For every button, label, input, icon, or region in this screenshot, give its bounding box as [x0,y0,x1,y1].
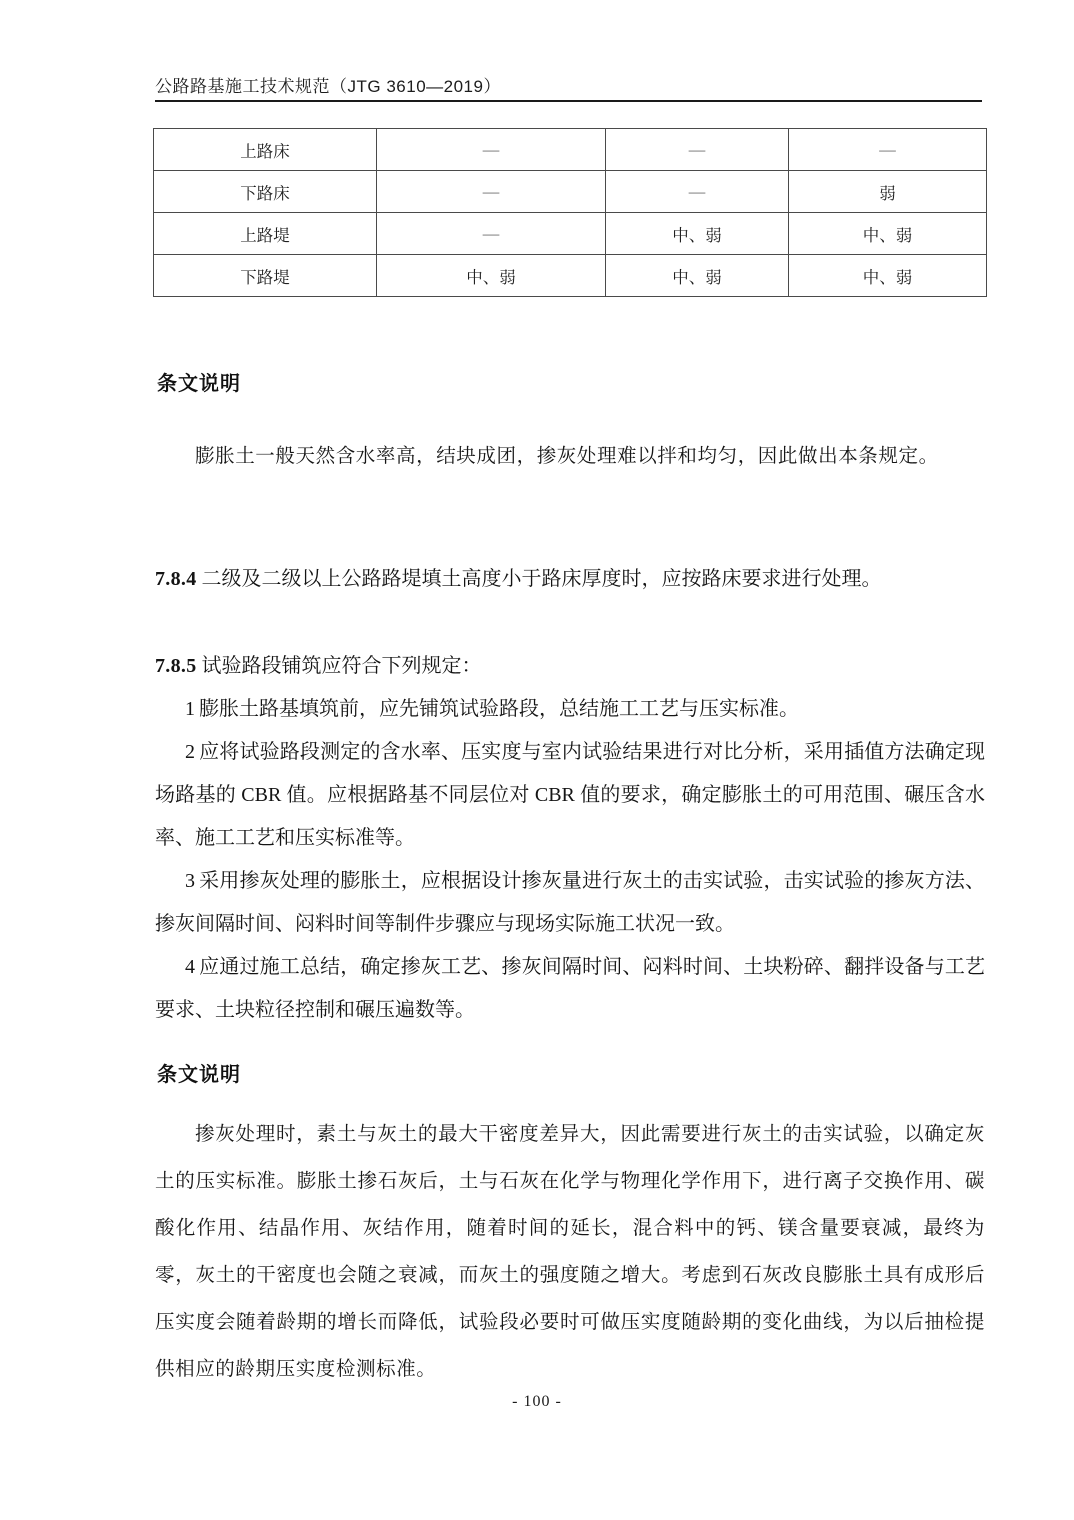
cell-value [606,171,789,213]
list-item-text: 采用掺灰处理的膨胀土，应根据设计掺灰量进行灰土的击实试验，击实试验的掺灰方法、掺灰间隔时间、闷料时间等制件步骤应与现场实际施工状况一致。 [155,870,985,935]
cell-value: 中、弱 [789,213,987,255]
list-item [155,860,985,946]
page-number: - 100 - [512,1393,562,1410]
cell-value: 中、弱 [606,255,789,297]
clause-7-8-5 [155,645,985,688]
explanation-paragraph-1: 膨胀土一般天然含水率高，结块成团，掺灰处理难以拌和均匀，因此做出本条规定。 [195,444,939,467]
cell-text: — [482,139,500,159]
running-header [155,72,982,97]
table-row [154,213,987,255]
list-item [155,688,985,731]
list-item-index: 1 [185,698,195,720]
cell-layer: 上路堤 [154,213,377,255]
list-item-text: 应将试验路段测定的含水率、压实度与室内试验结果进行对比分析，采用插值方法确定现场路基的 CBR 值。应根据路基不同层位对 CBR 值的要求，确定膨胀土的可用范围、碾压含水率、施工工艺和压实标准等。 [155,741,985,849]
cell-text: — [482,181,500,201]
table-row [154,255,987,297]
list-item [155,731,985,860]
cell-layer: 下路堤 [154,255,377,297]
cell-value: 弱 [789,171,987,213]
clause-number: 7.8.5 [155,655,197,677]
clause-text: 二级及二级以上公路路堤填土高度小于路床厚度时，应按路床要求进行处理。 [201,568,882,590]
list-item-index: 2 [185,741,195,763]
explanation-paragraph-2: 掺灰处理时，素土与灰土的最大干密度差异大，因此需要进行灰土的击实试验，以确定灰土的压实标准。膨胀土掺石灰后，土与石灰在化学与物理化学作用下，进行离子交换作用、碳酸化作用、结晶作用、灰结作用，随着时间的延长，混合料中的钙、镁含量要衰减，最终为零，灰土的干密度也会随之衰减，而灰土的强度随之增大。考虑到石灰改良膨胀土具有成形后压实度会随着龄期的增长而降低，试验段必要时可做压实度随龄期的变化曲线，为以后抽检提供相应的龄期压实度检测标准。 [155,1122,985,1380]
cell-text: — [879,139,896,159]
cell-text: — [688,139,706,159]
list-item-text: 应通过施工总结，确定掺灰工艺、掺灰间隔时间、闷料时间、土块粉碎、翻拌设备与工艺要求、土块粒径控制和碾压遍数等。 [155,956,985,1021]
explanation-heading-1: 条文说明 [157,373,241,395]
clause-text: 试验路段铺筑应符合下列规定： [201,655,482,677]
list-item [155,946,985,1032]
cell-text: — [688,181,706,201]
cell-value: 中、弱 [789,255,987,297]
explanation-heading-2: 条文说明 [157,1064,241,1086]
cell-layer: 下路床 [154,171,377,213]
cell-value: 中、弱 [377,255,606,297]
page-footer [0,1393,1074,1411]
list-item-index: 4 [185,956,195,978]
list-item-text: 膨胀土路基填筑前，应先铺筑试验路段，总结施工工艺与压实标准。 [199,698,799,720]
clause-7-8-4 [155,558,985,601]
soil-layer-table [153,128,987,297]
running-header-title: 公路路基施工技术规范（JTG 3610—2019） [155,77,501,96]
table-row [154,171,987,213]
cell-value [606,129,789,171]
table-body [154,129,987,297]
table-row [154,129,987,171]
cell-value [789,129,987,171]
clause-number: 7.8.4 [155,568,197,590]
header-rule [155,100,982,102]
cell-text: — [482,223,500,243]
cell-value [377,129,606,171]
cell-value [377,171,606,213]
cell-value: 中、弱 [606,213,789,255]
list-item-index: 3 [185,870,195,892]
cell-value [377,213,606,255]
cell-layer: 上路床 [154,129,377,171]
